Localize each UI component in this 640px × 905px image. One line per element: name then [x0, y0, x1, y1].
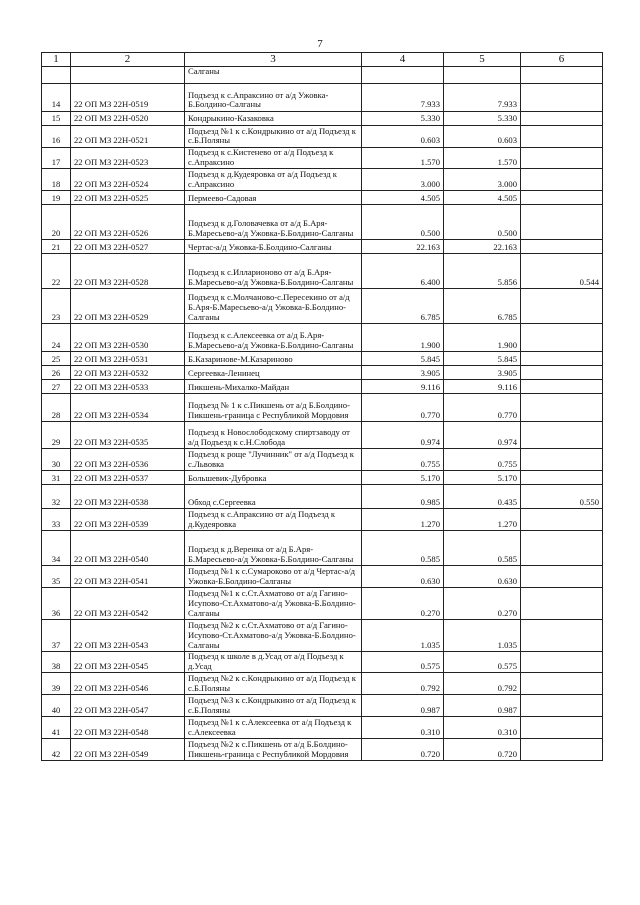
row-number: 23 [42, 289, 71, 324]
length-part: 0.575 [444, 652, 521, 673]
row-number: 20 [42, 205, 71, 240]
table-row [42, 620, 603, 652]
table-row [42, 509, 603, 531]
length-total: 0.270 [362, 588, 444, 620]
length-part: 7.933 [444, 84, 521, 112]
length-extra [521, 531, 603, 566]
row-number: 24 [42, 324, 71, 352]
length-total: 7.933 [362, 84, 444, 112]
road-name: Подъезд к школе в д.Усад от а/д Подъезд к д.Усад [185, 652, 362, 673]
road-name: Подъезд №1 к с.Ст.Ахматово от а/д Гагино-Исупово-Ст.Ахматово-а/д Ужовка-Б.Болдино-Салганы [185, 588, 362, 620]
road-code [71, 67, 185, 84]
length-extra: 0.544 [521, 254, 603, 289]
road-name: Подъезд к с.Апраксино от а/д Подъезд к д.Кудеяровка [185, 509, 362, 531]
road-code: 22 ОП МЗ 22Н-0530 [71, 324, 185, 352]
length-extra [521, 148, 603, 169]
road-code: 22 ОП МЗ 22Н-0532 [71, 366, 185, 380]
road-code: 22 ОП МЗ 22Н-0537 [71, 471, 185, 485]
length-part: 0.792 [444, 673, 521, 695]
table-header-row [42, 53, 603, 67]
length-total: 0.630 [362, 566, 444, 588]
header-col-4: 4 [362, 53, 444, 67]
table-row [42, 126, 603, 148]
road-code: 22 ОП МЗ 22Н-0543 [71, 620, 185, 652]
length-total: 5.845 [362, 352, 444, 366]
road-name: Обход с.Сергеевка [185, 485, 362, 509]
length-extra [521, 449, 603, 471]
length-part: 5.170 [444, 471, 521, 485]
length-total: 1.270 [362, 509, 444, 531]
length-total: 0.985 [362, 485, 444, 509]
length-extra [521, 739, 603, 761]
length-total: 5.170 [362, 471, 444, 485]
row-number: 25 [42, 352, 71, 366]
length-extra [521, 67, 603, 84]
road-code: 22 ОП МЗ 22Н-0542 [71, 588, 185, 620]
row-number: 38 [42, 652, 71, 673]
length-extra: 0.550 [521, 485, 603, 509]
road-name: Подъезд к Новослободскому спиртзаводу от а/д Подъезд к с.Н.Слобода [185, 422, 362, 449]
row-number: 42 [42, 739, 71, 761]
length-part: 9.116 [444, 380, 521, 394]
road-code: 22 ОП МЗ 22Н-0525 [71, 191, 185, 205]
table-row [42, 148, 603, 169]
table-row [42, 289, 603, 324]
length-part: 5.856 [444, 254, 521, 289]
road-code: 22 ОП МЗ 22Н-0529 [71, 289, 185, 324]
length-total: 0.792 [362, 673, 444, 695]
table-row [42, 531, 603, 566]
row-number: 21 [42, 240, 71, 254]
road-code: 22 ОП МЗ 22Н-0538 [71, 485, 185, 509]
row-number: 26 [42, 366, 71, 380]
table-row [42, 169, 603, 191]
length-total: 22.163 [362, 240, 444, 254]
table-row [42, 717, 603, 739]
road-name: Подъезд №1 к с.Алексеевка от а/д Подъезд к с.Алексеевка [185, 717, 362, 739]
road-name: Салганы [185, 67, 362, 84]
road-name: Подъезд №3 к с.Кондрыкино от а/д Подъезд к с.Б.Поляны [185, 695, 362, 717]
road-name: Подъезд №1 к с.Сумароково от а/д Чертас-а/д Ужовка-Б.Болдино-Салганы [185, 566, 362, 588]
length-total: 6.785 [362, 289, 444, 324]
length-extra [521, 394, 603, 422]
length-extra [521, 652, 603, 673]
length-extra [521, 169, 603, 191]
table-row [42, 324, 603, 352]
length-extra [521, 620, 603, 652]
road-name: Большевик-Дубровка [185, 471, 362, 485]
road-code: 22 ОП МЗ 22Н-0524 [71, 169, 185, 191]
road-name: Подъезд к с.Алексеевка от а/д Б.Аря-Б.Маресьево-а/д Ужовка-Б.Болдино-Салганы [185, 324, 362, 352]
road-code: 22 ОП МЗ 22Н-0528 [71, 254, 185, 289]
length-part: 1.570 [444, 148, 521, 169]
length-part: 22.163 [444, 240, 521, 254]
length-extra [521, 471, 603, 485]
header-col-1: 1 [42, 53, 71, 67]
row-number: 40 [42, 695, 71, 717]
table-row [42, 254, 603, 289]
length-part: 0.435 [444, 485, 521, 509]
table-row [42, 652, 603, 673]
length-total: 4.505 [362, 191, 444, 205]
road-name: Подъезд к роще "Лучинник" от а/д Подъезд к с.Львовка [185, 449, 362, 471]
row-number: 29 [42, 422, 71, 449]
length-total: 5.330 [362, 112, 444, 126]
row-number: 37 [42, 620, 71, 652]
road-name: Подъезд к д.Кудеяровка от а/д Подъезд к с.Апраксино [185, 169, 362, 191]
length-extra [521, 673, 603, 695]
road-name: Подъезд №1 к с.Кондрыкино от а/д Подъезд к с.Б.Поляны [185, 126, 362, 148]
row-number: 17 [42, 148, 71, 169]
road-code: 22 ОП МЗ 22Н-0540 [71, 531, 185, 566]
table-row [42, 422, 603, 449]
length-total: 6.400 [362, 254, 444, 289]
length-extra [521, 509, 603, 531]
road-code: 22 ОП МЗ 22Н-0526 [71, 205, 185, 240]
length-extra [521, 240, 603, 254]
road-name: Пикшень-Михалко-Майдан [185, 380, 362, 394]
length-part: 1.270 [444, 509, 521, 531]
table-row [42, 739, 603, 761]
row-number [42, 67, 71, 84]
road-name: Подъезд к с.Апраксино от а/д Ужовка-Б.Болдино-Салганы [185, 84, 362, 112]
length-part: 5.330 [444, 112, 521, 126]
road-code: 22 ОП МЗ 22Н-0548 [71, 717, 185, 739]
length-extra [521, 352, 603, 366]
road-code: 22 ОП МЗ 22Н-0536 [71, 449, 185, 471]
table-body [42, 67, 603, 761]
length-extra [521, 366, 603, 380]
row-number: 39 [42, 673, 71, 695]
length-extra [521, 380, 603, 394]
length-part: 3.000 [444, 169, 521, 191]
length-part: 0.630 [444, 566, 521, 588]
row-number: 32 [42, 485, 71, 509]
length-part: 0.720 [444, 739, 521, 761]
road-name: Подъезд к д.Веренка от а/д Б.Аря-Б.Маресьево-а/д Ужовка-Б.Болдино-Салганы [185, 531, 362, 566]
road-code: 22 ОП МЗ 22Н-0521 [71, 126, 185, 148]
road-name: Подъезд к с.Молчаново-с.Пересекино от а/д Б.Аря-Б.Маресьево-а/д Ужовка-Б.Болдино-Салганы [185, 289, 362, 324]
road-code: 22 ОП МЗ 22Н-0527 [71, 240, 185, 254]
row-number: 28 [42, 394, 71, 422]
length-part: 0.974 [444, 422, 521, 449]
table-row [42, 84, 603, 112]
length-extra [521, 126, 603, 148]
road-code: 22 ОП МЗ 22Н-0533 [71, 380, 185, 394]
row-number: 18 [42, 169, 71, 191]
road-name: Пермеево-Садовая [185, 191, 362, 205]
header-col-2: 2 [71, 53, 185, 67]
row-number: 36 [42, 588, 71, 620]
length-part: 0.755 [444, 449, 521, 471]
length-extra [521, 422, 603, 449]
length-total: 0.755 [362, 449, 444, 471]
length-extra [521, 588, 603, 620]
road-name: Подъезд №2 к с.Ст.Ахматово от а/д Гагино-Исупово-Ст.Ахматово-а/д Ужовка-Б.Болдино-Салганы [185, 620, 362, 652]
length-extra [521, 324, 603, 352]
road-code: 22 ОП МЗ 22Н-0546 [71, 673, 185, 695]
length-extra [521, 205, 603, 240]
length-extra [521, 695, 603, 717]
table-row [42, 205, 603, 240]
table-row [42, 695, 603, 717]
length-extra [521, 112, 603, 126]
length-total: 0.585 [362, 531, 444, 566]
road-code: 22 ОП МЗ 22Н-0523 [71, 148, 185, 169]
length-part: 6.785 [444, 289, 521, 324]
length-total [362, 67, 444, 84]
length-part: 0.270 [444, 588, 521, 620]
length-total: 0.974 [362, 422, 444, 449]
length-part: 0.585 [444, 531, 521, 566]
length-total: 1.900 [362, 324, 444, 352]
length-total: 0.770 [362, 394, 444, 422]
length-extra [521, 717, 603, 739]
row-number: 33 [42, 509, 71, 531]
row-number: 22 [42, 254, 71, 289]
header-col-6: 6 [521, 53, 603, 67]
table-row [42, 352, 603, 366]
table-row [42, 471, 603, 485]
road-name: Подъезд № 1 к с.Пикшень от а/д Б.Болдино-Пикшень-граница с Республикой Мордовия [185, 394, 362, 422]
length-extra [521, 566, 603, 588]
length-part [444, 67, 521, 84]
table-row [42, 673, 603, 695]
road-name: Подъезд к с.Илларионово от а/д Б.Аря-Б.Маресьево-а/д Ужовка-Б.Болдино-Салганы [185, 254, 362, 289]
length-total: 3.905 [362, 366, 444, 380]
row-number: 19 [42, 191, 71, 205]
length-part: 1.900 [444, 324, 521, 352]
road-code: 22 ОП МЗ 22Н-0545 [71, 652, 185, 673]
table-row [42, 366, 603, 380]
length-total: 0.310 [362, 717, 444, 739]
length-part: 0.987 [444, 695, 521, 717]
table-row [42, 394, 603, 422]
table-row [42, 67, 603, 84]
length-part: 3.905 [444, 366, 521, 380]
row-number: 15 [42, 112, 71, 126]
row-number: 16 [42, 126, 71, 148]
length-extra [521, 289, 603, 324]
length-total: 0.603 [362, 126, 444, 148]
road-code: 22 ОП МЗ 22Н-0531 [71, 352, 185, 366]
length-total: 0.987 [362, 695, 444, 717]
road-code: 22 ОП МЗ 22Н-0535 [71, 422, 185, 449]
length-part: 4.505 [444, 191, 521, 205]
length-part: 0.603 [444, 126, 521, 148]
length-part: 5.845 [444, 352, 521, 366]
length-part: 0.500 [444, 205, 521, 240]
row-number: 27 [42, 380, 71, 394]
length-part: 0.310 [444, 717, 521, 739]
table-row [42, 240, 603, 254]
length-extra [521, 191, 603, 205]
row-number: 34 [42, 531, 71, 566]
road-register-table [41, 52, 603, 761]
road-code: 22 ОП МЗ 22Н-0549 [71, 739, 185, 761]
length-extra [521, 84, 603, 112]
page-number: 7 [317, 38, 323, 50]
road-name: Сергеевка-Ленинец [185, 366, 362, 380]
length-part: 1.035 [444, 620, 521, 652]
road-name: Подъезд к с.Кистенево от а/д Подъезд к с.Апраксино [185, 148, 362, 169]
row-number: 14 [42, 84, 71, 112]
road-name: Чертас-а/д Ужовка-Б.Болдино-Салганы [185, 240, 362, 254]
road-name: Б.Казаринове-М.Казариново [185, 352, 362, 366]
road-code: 22 ОП МЗ 22Н-0520 [71, 112, 185, 126]
table-row [42, 588, 603, 620]
length-total: 1.570 [362, 148, 444, 169]
road-code: 22 ОП МЗ 22Н-0534 [71, 394, 185, 422]
row-number: 35 [42, 566, 71, 588]
road-name: Подъезд №2 к с.Пикшень от а/д Б.Болдино-Пикшень-граница с Республикой Мордовия [185, 739, 362, 761]
table-row [42, 566, 603, 588]
table-row [42, 449, 603, 471]
table-row [42, 485, 603, 509]
row-number: 31 [42, 471, 71, 485]
road-code: 22 ОП МЗ 22Н-0541 [71, 566, 185, 588]
table-row [42, 112, 603, 126]
length-total: 3.000 [362, 169, 444, 191]
road-name: Подъезд к д.Головачевка от а/д Б.Аря-Б.Маресьево-а/д Ужовка-Б.Болдино-Салганы [185, 205, 362, 240]
length-total: 0.720 [362, 739, 444, 761]
road-code: 22 ОП МЗ 22Н-0539 [71, 509, 185, 531]
road-code: 22 ОП МЗ 22Н-0547 [71, 695, 185, 717]
header-col-5: 5 [444, 53, 521, 67]
length-total: 0.575 [362, 652, 444, 673]
length-total: 9.116 [362, 380, 444, 394]
length-part: 0.770 [444, 394, 521, 422]
row-number: 41 [42, 717, 71, 739]
table-row [42, 380, 603, 394]
length-total: 0.500 [362, 205, 444, 240]
length-total: 1.035 [362, 620, 444, 652]
row-number: 30 [42, 449, 71, 471]
table-row [42, 191, 603, 205]
road-name: Подъезд №2 к с.Кондрыкино от а/д Подъезд к с.Б.Поляны [185, 673, 362, 695]
road-code: 22 ОП МЗ 22Н-0519 [71, 84, 185, 112]
header-col-3: 3 [185, 53, 362, 67]
road-name: Кондрыкино-Казаковка [185, 112, 362, 126]
